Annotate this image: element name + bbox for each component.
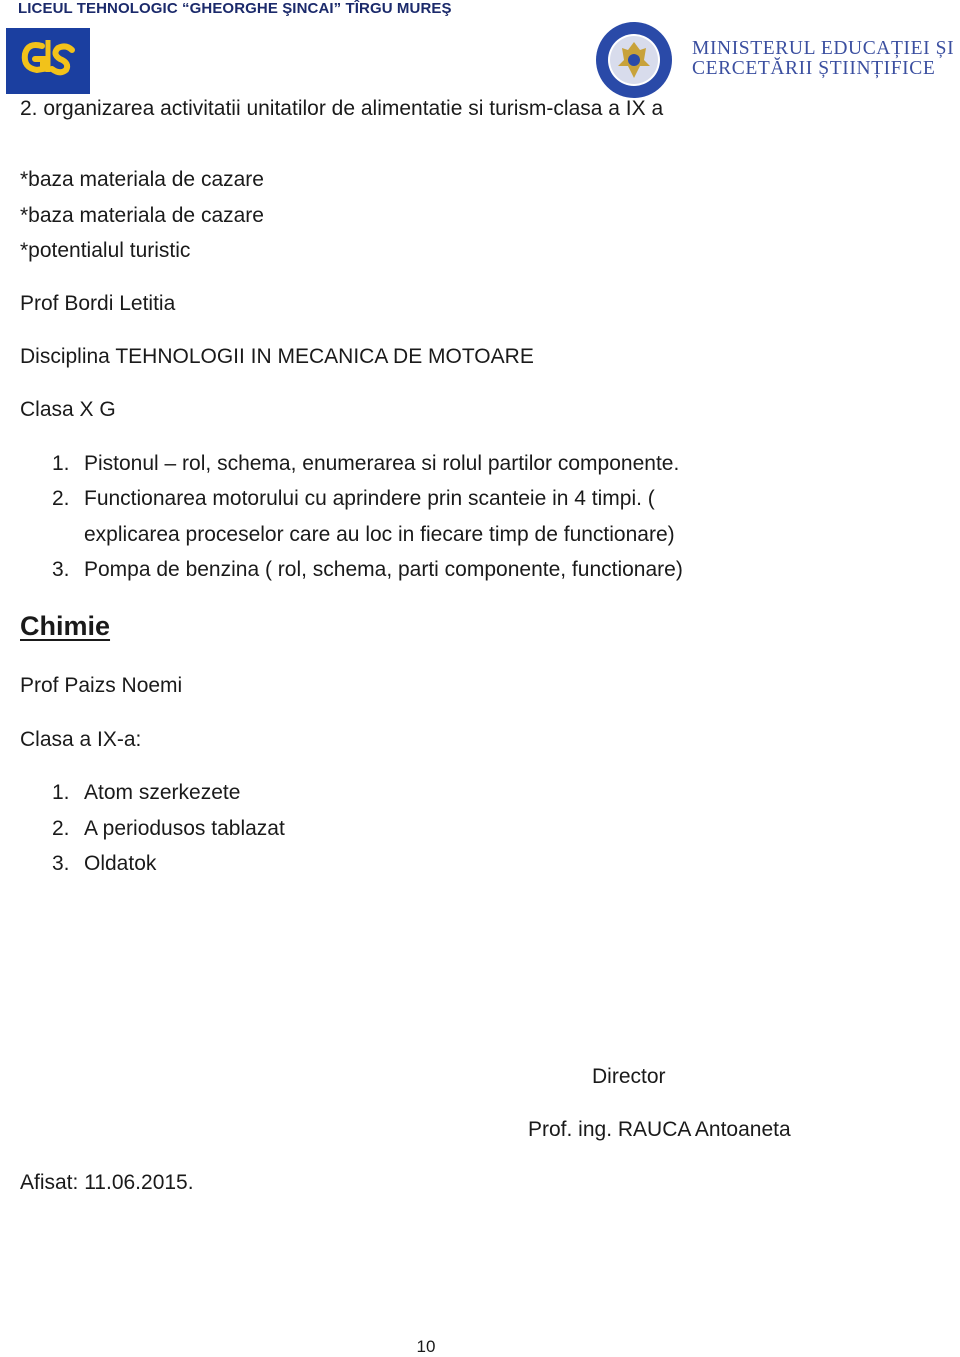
school-name: LICEUL TEHNOLOGIC “GHEORGHE ŞINCAI” TÎRGU MUREŞ: [18, 0, 452, 17]
chimie-clasa: Clasa a IX-a:: [20, 728, 142, 751]
section-heading-chimie: Chimie: [20, 611, 111, 641]
list-item: Pistonul – rol, schema, enumerarea si rolul partilor componente.: [84, 452, 680, 475]
ministry-name: [692, 39, 954, 79]
signature-name: Prof. ing. RAUCA Antoaneta: [528, 1118, 791, 1141]
list-number: 1.: [52, 781, 70, 804]
mecanica-clasa: Clasa X G: [20, 398, 116, 421]
list-number: 3.: [52, 558, 70, 581]
mecanica-disciplina: Disciplina TEHNOLOGII IN MECANICA DE MOTOARE: [20, 345, 534, 368]
list-item-continuation: explicarea proceselor care au loc in fiecare timp de functionare): [84, 523, 675, 546]
chimie-prof: Prof Paizs Noemi: [20, 674, 183, 697]
intro-bullet: *baza materiala de cazare: [20, 204, 264, 227]
government-seal-icon: [594, 20, 674, 100]
list-number: 1.: [52, 452, 70, 475]
list-item: Functionarea motorului cu aprindere prin scanteie in 4 timpi. (: [84, 487, 655, 510]
list-item: Oldatok: [84, 852, 157, 875]
intro-bullet: *potentialul turistic: [20, 239, 191, 262]
list-number: 2.: [52, 817, 70, 840]
list-number: 3.: [52, 852, 70, 875]
signature-title: Director: [592, 1065, 666, 1088]
list-item: Pompa de benzina ( rol, schema, parti componente, functionare): [84, 558, 683, 581]
list-number: 2.: [52, 487, 70, 510]
page-number: 10: [416, 1337, 436, 1356]
intro-item-2: 2. organizarea activitatii unitatilor de alimentatie si turism-clasa a IX a: [20, 97, 664, 120]
school-logo-icon: [6, 28, 90, 94]
list-item: Atom szerkezete: [84, 781, 241, 804]
ministry-line-2: CERCETĂRII ȘTIINȚIFICE: [692, 58, 936, 79]
mecanica-prof: Prof Bordi Letitia: [20, 292, 176, 315]
list-item: A periodusos tablazat: [84, 817, 285, 840]
ministry-line-1: MINISTERUL EDUCAȚIEI ȘI: [692, 38, 955, 59]
intro-bullet: *baza materiala de cazare: [20, 168, 264, 191]
afisat-date: Afisat: 11.06.2015.: [20, 1171, 194, 1194]
